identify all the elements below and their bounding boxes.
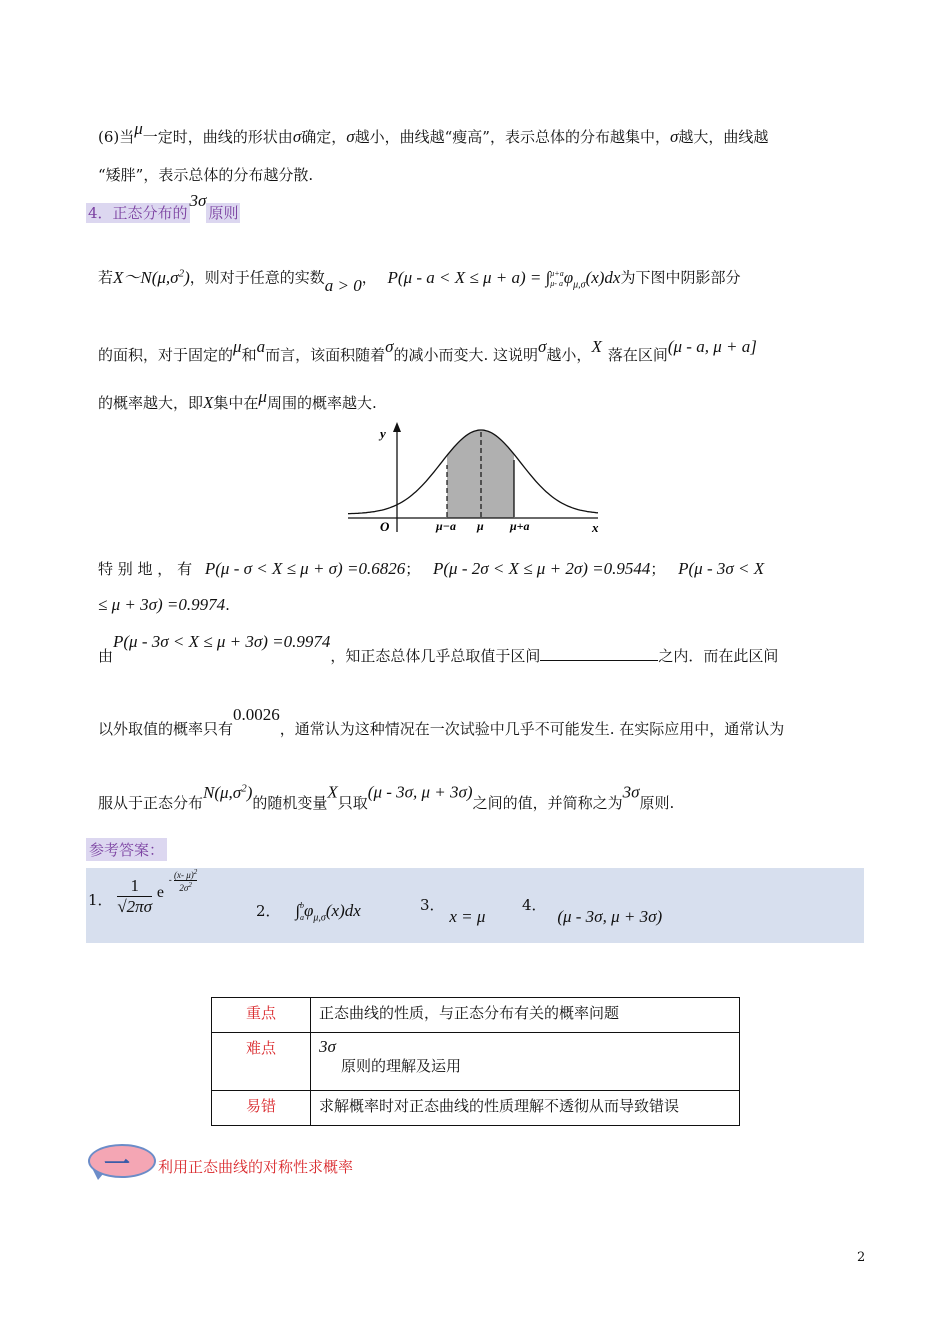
table-value: 求解概率时对正态曲线的性质理解不透彻从而导致错误 <box>311 1091 740 1126</box>
answer-2 <box>256 900 361 924</box>
text: P(μ - a < X ≤ μ + a) = ∫ <box>387 267 551 287</box>
exponent <box>169 868 198 893</box>
sub: μ,σ <box>573 279 586 291</box>
x-label: x <box>592 520 599 535</box>
text: ) <box>184 267 190 287</box>
math-X: X <box>203 393 214 412</box>
math-normal <box>203 783 252 802</box>
math-p3a: P(μ - 3σ < X <box>678 559 765 578</box>
table-row <box>212 1091 740 1126</box>
text: 的面积，对于固定的 <box>98 346 234 364</box>
int-lower: a <box>300 913 304 923</box>
math-sigma: σ <box>292 127 302 146</box>
speech-bubble-icon <box>88 1144 156 1178</box>
text: 服从于正态分布 <box>98 793 204 812</box>
y-axis-arrow <box>393 422 401 432</box>
math-p1: P(μ - σ < X ≤ μ + σ) =0.6826 <box>204 559 406 578</box>
math-prob-integral <box>387 267 621 291</box>
math-a: a <box>256 337 266 356</box>
text: 越大，曲线越 <box>678 128 769 146</box>
sup: 2 <box>188 880 192 889</box>
page-number: 2 <box>857 1250 866 1265</box>
answer-number: 1． <box>88 890 113 909</box>
text: 原则的理解及运用 <box>341 1057 462 1075</box>
para3 <box>98 387 377 412</box>
math-X: X <box>591 337 602 356</box>
table-key: 难点 <box>212 1033 311 1091</box>
text: ； <box>405 560 421 578</box>
math-value: 0.0026 <box>233 705 280 724</box>
math-sigma: σ <box>669 127 679 146</box>
math-answer-3: x = μ <box>449 907 486 926</box>
text: 2σ <box>179 882 189 893</box>
text: 集中在 <box>213 394 259 412</box>
math-interval: (μ - a, μ + a] <box>667 337 757 356</box>
origin-label: O <box>380 519 390 534</box>
text: 的随机变量 <box>252 793 328 812</box>
text: 周围的概率越大. <box>266 394 377 412</box>
math-X: X <box>327 782 338 802</box>
text: 之间的值，并简称之为 <box>472 793 623 812</box>
table-row <box>212 1033 740 1091</box>
heading-3sigma: 3σ <box>189 191 207 210</box>
math-dist <box>113 268 190 287</box>
math-3sigma: 3σ <box>319 1037 336 1056</box>
math-answer-4: (μ - 3σ, μ + 3σ) <box>557 907 663 926</box>
answer-number: 3． <box>420 896 445 914</box>
text: 落在区间 <box>607 346 668 364</box>
text: ，知正态总体几乎总取值于区间 <box>330 647 541 665</box>
math-p2: P(μ - 2σ < X ≤ μ + 2σ) =0.9544 <box>433 559 651 578</box>
sub: μ,σ <box>313 912 326 924</box>
math-p3b: ≤ μ + 3σ) =0.9974 <box>98 595 226 614</box>
math-p: P(μ - 3σ < X ≤ μ + 3σ) =0.9974 <box>113 632 331 651</box>
text: (x)dx <box>325 901 361 920</box>
para1 <box>98 267 741 295</box>
math-integral <box>295 901 361 924</box>
bubble-number: 一 <box>104 1150 131 1180</box>
p6-line1 <box>98 119 769 146</box>
math-3sigma: 3σ <box>622 782 640 802</box>
text: 只取 <box>337 793 368 812</box>
text: φ <box>563 267 574 287</box>
math-sigma: σ <box>538 337 547 356</box>
text: 若 <box>98 268 114 287</box>
text: . <box>225 596 230 614</box>
answer-number: 2． <box>256 902 281 920</box>
text: 确定， <box>301 128 347 146</box>
para6 <box>98 782 675 812</box>
int-upper: b <box>300 901 304 911</box>
normal-curve-figure <box>340 420 610 538</box>
text: 之内．而在此区间 <box>658 647 779 665</box>
fill-blank[interactable] <box>540 646 658 661</box>
special-line1 <box>98 560 764 577</box>
text: 特 别 地 ， 有 <box>98 560 193 578</box>
answer-4 <box>522 896 663 926</box>
text: 的概率越大，即 <box>98 394 204 412</box>
text: X～N(μ,σ <box>113 267 179 287</box>
text: 和 <box>241 346 257 364</box>
table-value: 正态曲线的性质，与正态分布有关的概率问题 <box>311 998 740 1033</box>
math-sigma: σ <box>346 127 355 146</box>
text: 一定时，曲线的形状由 <box>142 128 293 146</box>
text: (x- μ) <box>173 869 194 880</box>
text: N(μ,σ <box>203 782 242 802</box>
math-mu: μ <box>233 337 242 356</box>
table-row <box>212 998 740 1033</box>
para5 <box>98 705 785 738</box>
fraction <box>117 876 152 917</box>
text: ； <box>650 560 666 578</box>
text: ) <box>246 782 253 802</box>
special-line2 <box>98 596 230 613</box>
key-points-table <box>211 997 740 1126</box>
heading-number: 4．正态分布的 <box>88 204 188 222</box>
answer-number: 4． <box>522 896 547 914</box>
text: (x)dx <box>585 267 621 287</box>
sup: 2 <box>193 867 198 876</box>
text: ，通常认为这种情况在一次试验中几乎不可能发生. 在实际应用中，通常认为 <box>279 720 785 738</box>
text: ∫ <box>295 901 300 920</box>
int-upper: μ+a <box>550 268 564 278</box>
table-key: 重点 <box>212 998 311 1033</box>
answer-box <box>86 868 864 943</box>
text: ， <box>361 268 377 287</box>
tick-mu-minus-a: μ−a <box>436 519 456 533</box>
shaded-area <box>348 430 598 518</box>
topic-title: 利用正态曲线的对称性求概率 <box>158 1158 354 1176</box>
text: 原则. <box>639 793 675 812</box>
table-value-cell <box>311 1033 740 1091</box>
text: 的减小而变大. 这说明 <box>393 346 539 364</box>
text: 为下图中阴影部分 <box>620 268 741 287</box>
math-mu: μ <box>258 387 267 406</box>
text: 以外取值的概率只有 <box>98 720 234 738</box>
math-mu: μ <box>134 119 143 138</box>
p6-line2 <box>98 168 313 183</box>
text: - <box>168 874 172 885</box>
tick-mu-plus-a: μ+a <box>510 519 530 533</box>
tick-mu: μ <box>477 519 484 533</box>
y-label: y <box>380 426 386 441</box>
math-a-positive: a > 0 <box>324 275 362 295</box>
text: 而言，该面积随着 <box>265 346 386 364</box>
fraction-numerator: 1 <box>117 876 152 897</box>
int-lower: μ- a <box>550 278 563 288</box>
text: 越小，曲线越“瘦高”，表示总体的分布越集中， <box>354 128 670 146</box>
reference-label: 参考答案： <box>86 838 167 861</box>
exp-base: e <box>156 883 164 901</box>
answer-3 <box>420 896 486 926</box>
sup: 2 <box>241 782 247 794</box>
heading-tail: 原则 <box>208 204 239 222</box>
text: “矮胖”，表示总体的分布越分散. <box>98 166 314 184</box>
text: (6)当 <box>98 128 135 146</box>
text: 越小， <box>546 346 592 364</box>
math-interval: (μ - 3σ, μ + 3σ) <box>367 782 473 802</box>
para2 <box>98 337 757 364</box>
para4 <box>98 632 779 665</box>
fraction-denominator: √2πσ <box>117 897 153 916</box>
sup: 2 <box>178 267 185 279</box>
table-key: 易错 <box>212 1091 311 1126</box>
text: 由 <box>98 647 114 665</box>
text: φ <box>304 901 314 920</box>
section-heading <box>86 191 240 223</box>
math-sigma: σ <box>385 337 394 356</box>
text: ，则对于任意的实数 <box>189 268 325 287</box>
